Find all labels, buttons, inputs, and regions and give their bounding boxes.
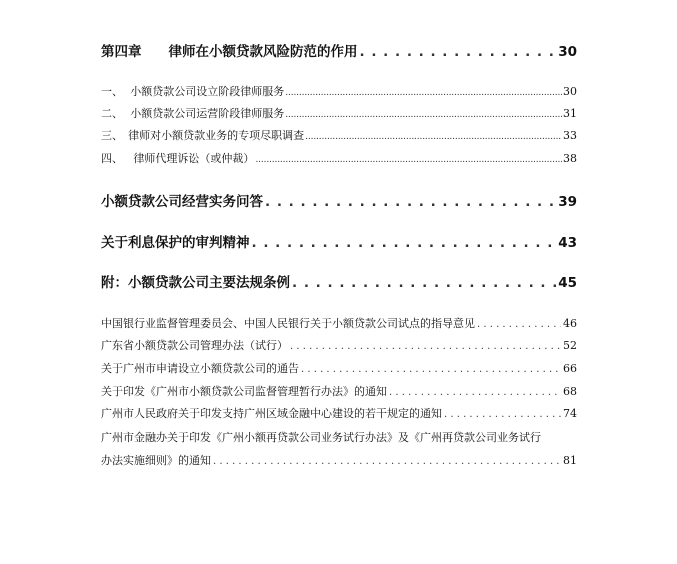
dot-leader bbox=[285, 110, 562, 120]
page-number: 30 bbox=[563, 85, 577, 98]
toc-regulation-2[interactable] bbox=[101, 337, 577, 353]
dot-leader bbox=[213, 456, 561, 467]
dot-leader bbox=[389, 387, 561, 398]
page-number: 74 bbox=[563, 407, 577, 420]
toc-regulation-6-line1[interactable] bbox=[101, 429, 577, 445]
toc-section-2[interactable] bbox=[101, 105, 577, 121]
heading-title: 小额贷款公司经营实务问答 bbox=[101, 194, 263, 210]
toc-interest[interactable] bbox=[101, 231, 577, 251]
toc-regulation-3[interactable] bbox=[101, 360, 577, 376]
toc-chapter-4[interactable] bbox=[101, 40, 577, 60]
dot-leader bbox=[252, 235, 557, 251]
toc-regulation-5[interactable] bbox=[101, 405, 577, 421]
regulation-title: 中国银行业监督管理委员会、中国人民银行关于小额贷款公司试点的指导意见 bbox=[101, 317, 475, 330]
heading-title: 附：小额贷款公司主要法规条例 bbox=[101, 275, 290, 291]
toc-section-1[interactable] bbox=[101, 83, 577, 99]
page-number: 31 bbox=[563, 107, 577, 120]
dot-leader bbox=[477, 319, 561, 330]
page-number: 81 bbox=[563, 454, 577, 467]
dot-leader bbox=[444, 409, 561, 420]
toc-regulation-6-line2[interactable] bbox=[101, 452, 577, 468]
regulation-title: 关于印发《广州市小额贷款公司监督管理暂行办法》的通知 bbox=[101, 385, 387, 398]
toc-section-3[interactable] bbox=[101, 127, 577, 143]
section-index: 四、 bbox=[101, 152, 123, 165]
page-number: 68 bbox=[563, 385, 577, 398]
regulation-title-line2: 办法实施细则》的通知 bbox=[101, 454, 211, 467]
regulation-title: 关于广州市申请设立小额贷款公司的通告 bbox=[101, 362, 299, 375]
page-number: 66 bbox=[563, 362, 577, 375]
toc-regulation-4[interactable] bbox=[101, 383, 577, 399]
page-number: 52 bbox=[563, 339, 577, 352]
heading-title: 关于利息保护的审判精神 bbox=[101, 235, 250, 251]
dot-leader bbox=[285, 88, 562, 98]
toc-qa[interactable] bbox=[101, 190, 577, 210]
page-number: 43 bbox=[558, 235, 577, 251]
section-title: 小额贷款公司设立阶段律师服务 bbox=[130, 85, 285, 98]
dot-leader bbox=[305, 132, 562, 142]
regulation-title: 广州市人民政府关于印发支持广州区域金融中心建设的若干规定的通知 bbox=[101, 407, 442, 420]
page-number: 30 bbox=[558, 44, 577, 60]
page-number: 38 bbox=[563, 152, 577, 165]
section-index: 一、 bbox=[101, 85, 123, 98]
dot-leader bbox=[290, 341, 561, 352]
dot-leader bbox=[265, 194, 556, 210]
section-index: 三、 bbox=[101, 129, 123, 142]
dot-leader bbox=[360, 44, 557, 60]
toc-regulation-1[interactable] bbox=[101, 315, 577, 331]
page-number: 46 bbox=[563, 317, 577, 330]
page-number: 33 bbox=[563, 129, 577, 142]
section-title: 律师代理诉讼（或仲裁） bbox=[133, 152, 255, 165]
toc-section-4[interactable] bbox=[101, 150, 577, 166]
page-number: 39 bbox=[558, 194, 577, 210]
section-title: 律师对小额贷款业务的专项尽职调查 bbox=[128, 129, 305, 142]
section-title: 小额贷款公司运营阶段律师服务 bbox=[130, 107, 285, 120]
chapter-title: 第四章 律师在小额贷款风险防范的作用 bbox=[101, 44, 358, 60]
section-index: 二、 bbox=[101, 107, 123, 120]
dot-leader bbox=[255, 155, 562, 165]
toc-appendix[interactable] bbox=[101, 271, 577, 291]
page-number: 45 bbox=[558, 275, 577, 291]
regulation-title: 广东省小额贷款公司管理办法（试行） bbox=[101, 339, 288, 352]
dot-leader bbox=[301, 364, 561, 375]
dot-leader bbox=[292, 275, 556, 291]
regulation-title-line1: 广州市金融办关于印发《广州小额再贷款公司业务试行办法》及《广州再贷款公司业务试行 bbox=[101, 431, 541, 444]
